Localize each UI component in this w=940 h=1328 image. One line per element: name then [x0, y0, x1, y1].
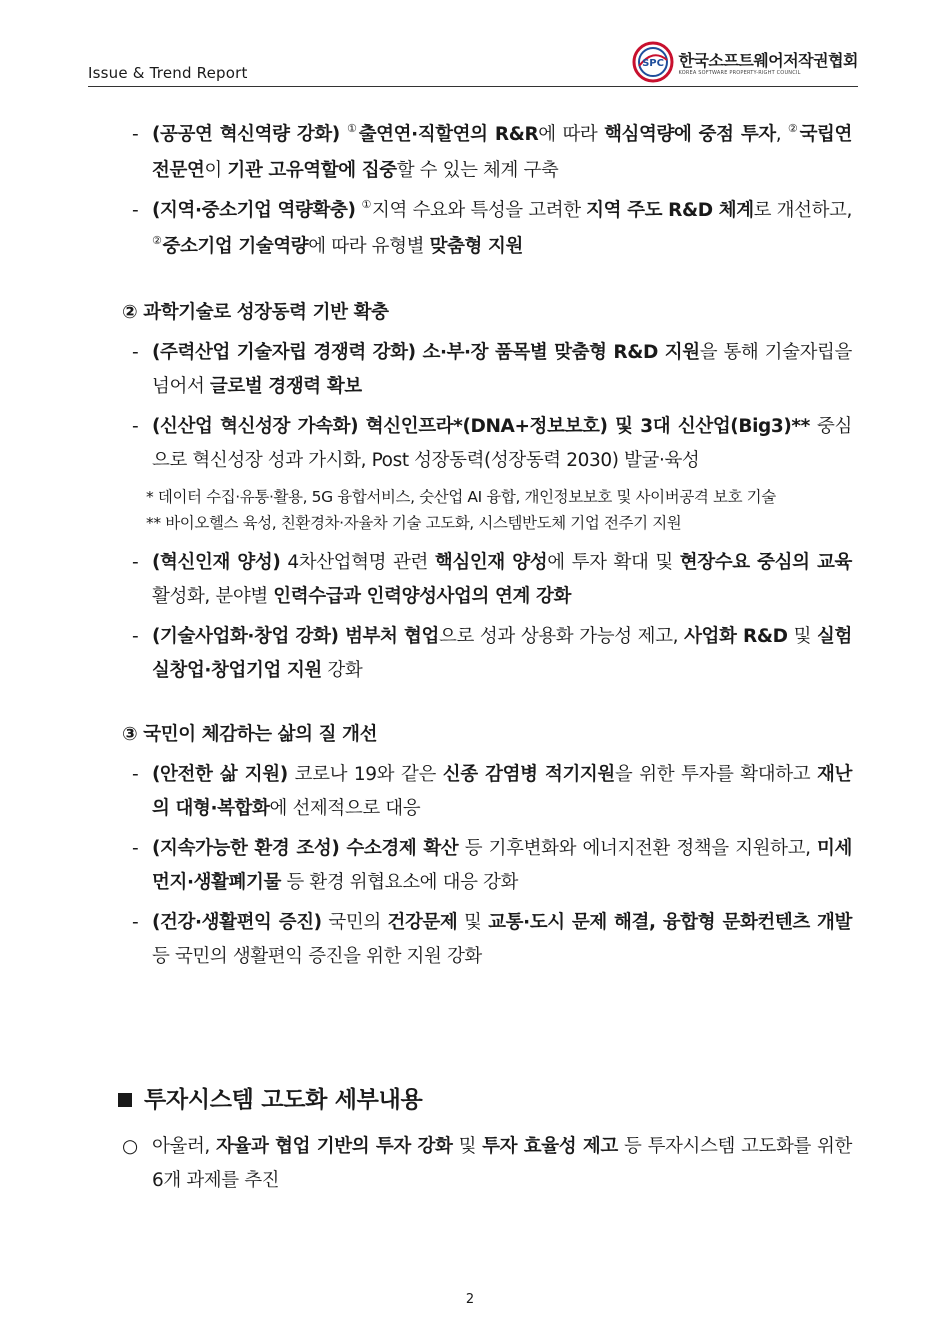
emphasis-text: (신산업 혁신성장 가속화) 혁신인프라	[152, 416, 454, 437]
dash-bullet: -	[132, 416, 139, 437]
body-text: 등 투자시스템 고도화를 위한 6개 과제를 추진	[152, 1136, 853, 1191]
body-text: 및	[787, 626, 818, 647]
emphasis-text: 현장수요 중심의 교육	[679, 552, 853, 573]
bullet-list-quality-of-life	[122, 758, 852, 974]
spc-emblem-icon	[631, 40, 675, 84]
emphasis-text: (지속가능한 환경 조성) 수소경제 확산	[152, 838, 459, 859]
dash-bullet: -	[132, 912, 139, 933]
body-text: 등 환경 위협요소에 대응 강화	[280, 872, 518, 893]
emphasis-text: (지역·중소기업 역량확충)	[152, 200, 362, 221]
emphasis-text: 신종 감염병 적기지원	[442, 764, 615, 785]
body-text: 을 통해 기술자립을 넘어서	[152, 342, 852, 397]
body-text: 및	[457, 912, 489, 933]
body-text: 에 선제적으로 대응	[269, 798, 421, 819]
list-item	[122, 336, 852, 404]
footnote: ** 바이오헬스 육성, 친환경차·자율차 기술 고도화, 시스템반도체 기업 전주기 지원	[146, 514, 682, 532]
main-heading-text: 투자시스템 고도화 세부내용	[144, 1087, 423, 1113]
emphasis-text: *(DNA+정보보호) 및 3대 신산업(Big3)**	[453, 416, 810, 437]
dash-bullet: -	[132, 342, 139, 363]
body-text: 이	[204, 160, 228, 181]
body-text: 을 위한 투자를 확대하고	[614, 764, 818, 785]
body-text: 및	[452, 1136, 483, 1157]
emphasis-text: 중소기업 기술역량	[162, 236, 309, 257]
emphasis-text: 출연연·직할연의 R&R	[358, 124, 539, 145]
emphasis-text: 실험실창업·창업기업 지원	[152, 626, 852, 681]
emphasis-text: 기관 고유역할에 집중	[227, 160, 397, 181]
body-text: 할 수 있는 체계 구축	[396, 160, 559, 181]
body-text: 국민의	[321, 912, 388, 933]
list-item	[122, 620, 852, 688]
bullet-list-public-research	[122, 118, 852, 266]
list-item	[122, 832, 852, 900]
page-header	[88, 40, 858, 86]
emphasis-text: 사업화 R&D	[684, 626, 788, 647]
body-text: 으로 성과 상용화 가능성 제고,	[438, 626, 685, 647]
emphasis-text: 핵심역량에 중점 투자	[604, 124, 776, 145]
body-text: 아울러,	[152, 1136, 217, 1157]
emphasis-text: 건강문제	[387, 912, 458, 933]
emphasis-text: (공공연 혁신역량 강화)	[152, 124, 348, 145]
emphasis-text: 맞춤형 지원	[429, 236, 523, 257]
body-text: 활성화, 분야별	[152, 586, 274, 607]
emphasis-text: (안전한 삶 지원)	[152, 764, 288, 785]
logo-name: 한국소프트웨어저작권협회	[678, 51, 858, 70]
emphasis-text: (혁신인재 양성)	[152, 552, 281, 573]
circle-bullet-icon: ○	[122, 1136, 138, 1157]
emphasis-text: 재난의 대형·복합화	[152, 764, 852, 819]
association-logo	[631, 40, 858, 84]
body-text: 지역 수요와 특성을 고려한	[372, 200, 587, 221]
emphasis-text: 글로벌 경쟁력 확보	[209, 376, 362, 397]
body-text: ,	[775, 124, 788, 145]
circled-index: ①	[347, 122, 358, 135]
list-item	[122, 410, 852, 478]
list-item	[122, 906, 852, 974]
dash-bullet: -	[132, 124, 139, 145]
list-item	[122, 758, 852, 826]
main-heading	[118, 1081, 422, 1114]
body-text: 에 따라	[538, 124, 605, 145]
emphasis-text: 핵심인재 양성	[434, 552, 548, 573]
bullet-list-growth	[122, 336, 852, 478]
section-heading-3: ③ 국민이 체감하는 삶의 질 개선	[122, 724, 378, 745]
footnote: * 데이터 수집·유통·활용, 5G 융합서비스, 숫산업 AI 융합, 개인정보보호 및 사이버공격 보호 기술	[146, 488, 776, 506]
emphasis-text: 자율과 협업 기반의 투자 강화	[216, 1136, 453, 1157]
bullet-list-talent	[122, 546, 852, 688]
body-text: 등 국민의 생활편익 증진을 위한 지원 강화	[152, 946, 482, 967]
emphasis-text: 투자 효율성 제고	[482, 1136, 618, 1157]
circled-index: ②	[787, 122, 799, 135]
dash-bullet: -	[132, 552, 139, 573]
list-item	[122, 118, 852, 188]
circled-index: ①	[361, 198, 372, 211]
dash-bullet: -	[132, 764, 139, 785]
emphasis-text: (주력산업 기술자립 경쟁력 강화) 소·부·장 품목별 맞춤형 R&D 지원	[152, 342, 700, 363]
dash-bullet: -	[132, 200, 139, 221]
body-text: 4차산업혁명 관련	[280, 552, 435, 573]
list-item	[122, 546, 852, 614]
emphasis-text: 국립연전문연	[152, 124, 852, 181]
emphasis-text: (건강·생활편익 증진)	[152, 912, 322, 933]
logo-subtitle: KOREA SOFTWARE PROPERTY-RIGHT COUNCIL	[678, 70, 801, 76]
emphasis-text: 인력수급과 인력양성사업의 연계 강화	[273, 586, 571, 607]
body-text: 중심으로 혁신성장 성과 가시화, Post 성장동력(성장동력 2030) 발굴·육성	[152, 416, 852, 471]
emphasis-text: 미세먼지·생활폐기물	[152, 838, 852, 893]
page-number: 2	[465, 1292, 475, 1307]
dash-bullet: -	[132, 838, 139, 859]
summary-paragraph	[122, 1130, 852, 1198]
circled-index: ②	[152, 234, 162, 247]
report-title: Issue & Trend Report	[88, 64, 248, 82]
emphasis-text: 교통·도시 문제 해결, 융합형 문화컨텐츠 개발	[488, 912, 852, 933]
list-item	[122, 194, 852, 266]
document-body	[122, 118, 852, 980]
body-text: 로 개선하고,	[753, 200, 852, 221]
logo-initials: SPC	[641, 58, 664, 69]
body-text: 등 기후변화와 에너지전환 정책을 지원하고,	[458, 838, 818, 859]
footnote-list	[122, 484, 852, 536]
dash-bullet: -	[132, 626, 139, 647]
emphasis-text: (기술사업화·창업 강화) 범부처 협업	[152, 626, 439, 647]
square-bullet-icon	[118, 1093, 132, 1107]
header-divider	[88, 86, 858, 87]
summary-text	[152, 1136, 852, 1191]
body-text: 강화	[321, 660, 363, 681]
body-text: 코로나 19와 같은	[287, 764, 443, 785]
section-heading-2: ② 과학기술로 성장동력 기반 확충	[122, 302, 389, 323]
body-text: 에 투자 확대 및	[547, 552, 680, 573]
body-text: 에 따라 유형별	[308, 236, 430, 257]
emphasis-text: 지역 주도 R&D 체계	[586, 200, 754, 221]
